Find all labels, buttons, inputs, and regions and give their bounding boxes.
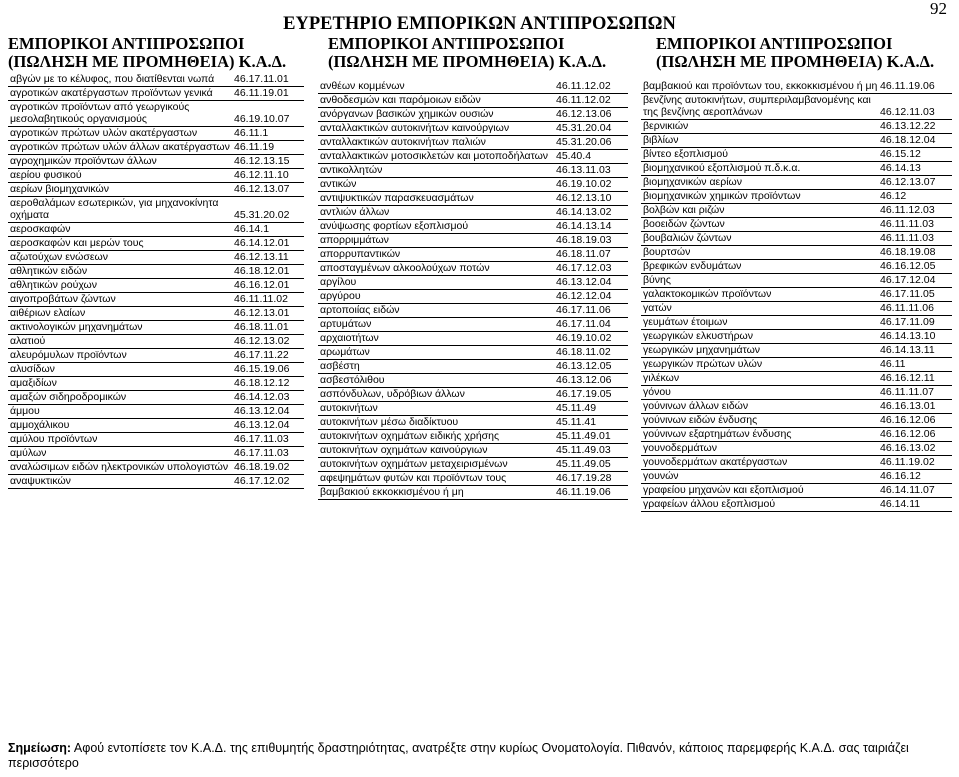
table-row bbox=[8, 197, 304, 223]
activity-term: αθλητικών ρούχων bbox=[8, 279, 232, 293]
activity-term: γεωργικών πρώτων υλών bbox=[641, 358, 878, 372]
table-row bbox=[641, 400, 952, 414]
table-row bbox=[318, 94, 628, 108]
table-row bbox=[8, 183, 304, 197]
kad-code: 46.17.11.09 bbox=[878, 316, 952, 330]
table-row bbox=[641, 288, 952, 302]
activity-term: αργύρου bbox=[318, 290, 554, 304]
kad-code: 46.17.11.06 bbox=[554, 304, 628, 318]
table-row bbox=[8, 223, 304, 237]
activity-term: αμμοχάλικου bbox=[8, 419, 232, 433]
kad-code: 46.13.12.04 bbox=[232, 405, 304, 419]
column-header-line2: (ΠΩΛΗΣΗ ΜΕ ΠΡΟΜΗΘΕΙΑ) Κ.Α.Δ. bbox=[328, 52, 607, 71]
table-row bbox=[8, 237, 304, 251]
kad-code: 46.11.19.01 bbox=[232, 87, 304, 101]
table-row bbox=[318, 458, 628, 472]
kad-code: 45.31.20.04 bbox=[554, 122, 628, 136]
activity-term: γατών bbox=[641, 302, 878, 316]
table-row bbox=[641, 372, 952, 386]
table-row bbox=[318, 122, 628, 136]
table-row bbox=[8, 433, 304, 447]
activity-term: γαλακτοκομικών προϊόντων bbox=[641, 288, 878, 302]
table-row bbox=[318, 262, 628, 276]
table-row bbox=[641, 120, 952, 134]
kad-code: 46.14.12.03 bbox=[232, 391, 304, 405]
activity-term: ανύψωσης φορτίων εξοπλισμού bbox=[318, 220, 554, 234]
activity-term: αλατιού bbox=[8, 335, 232, 349]
table-row bbox=[641, 484, 952, 498]
kad-code: 46.13.12.05 bbox=[554, 360, 628, 374]
activity-term: ασβεστόλιθου bbox=[318, 374, 554, 388]
table-row bbox=[318, 178, 628, 192]
kad-code: 46.12.12.04 bbox=[554, 290, 628, 304]
kad-code: 46.11.12.03 bbox=[878, 204, 952, 218]
activity-term: αλευρόμυλων προϊόντων bbox=[8, 349, 232, 363]
footnote bbox=[8, 741, 938, 771]
table-row bbox=[641, 94, 952, 120]
table-row bbox=[641, 344, 952, 358]
kad-code: 46.12.13.15 bbox=[232, 155, 304, 169]
kad-code: 46.11.12.02 bbox=[554, 80, 628, 94]
activity-term: αυτοκινήτων οχημάτων μεταχειρισμένων bbox=[318, 458, 554, 472]
kad-code: 46.12.13.11 bbox=[232, 251, 304, 265]
kad-code: 46.11 bbox=[878, 358, 952, 372]
kad-code: 46.12.13.06 bbox=[554, 108, 628, 122]
table-row bbox=[318, 206, 628, 220]
table-row bbox=[641, 428, 952, 442]
activity-term: βουβαλιών ζώντων bbox=[641, 232, 878, 246]
table-row bbox=[318, 444, 628, 458]
kad-code: 46.16.12.06 bbox=[878, 414, 952, 428]
kad-code: 46.11.11.07 bbox=[878, 386, 952, 400]
activity-term: βενζίνης αυτοκινήτων, συμπεριλαμβανομένης και της βενζίνης αεροπλάνων bbox=[641, 94, 878, 120]
activity-term: αμαξών σιδηροδρομικών bbox=[8, 391, 232, 405]
table-row bbox=[641, 498, 952, 512]
table-row bbox=[641, 260, 952, 274]
activity-term: αρχαιοτήτων bbox=[318, 332, 554, 346]
table-row bbox=[641, 358, 952, 372]
kad-code: 46.18.19.02 bbox=[232, 461, 304, 475]
table-row bbox=[318, 150, 628, 164]
activity-term: αρωμάτων bbox=[318, 346, 554, 360]
kad-code: 46.12.13.07 bbox=[878, 176, 952, 190]
table-row bbox=[8, 321, 304, 335]
table-row bbox=[8, 265, 304, 279]
kad-code: 46.16.12.05 bbox=[878, 260, 952, 274]
table-row bbox=[318, 220, 628, 234]
activity-term: αμύλων bbox=[8, 447, 232, 461]
kad-code: 46.13.12.22 bbox=[878, 120, 952, 134]
column-header-3 bbox=[656, 35, 934, 71]
activity-term: αναψυκτικών bbox=[8, 475, 232, 489]
activity-term: άμμου bbox=[8, 405, 232, 419]
activity-term: βαμβακιού εκκοκκισμένου ή μη bbox=[318, 486, 554, 500]
activity-term: γουνοδερμάτων ακατέργαστων bbox=[641, 456, 878, 470]
kad-code: 46.19.10.07 bbox=[232, 101, 304, 127]
activity-term: ανθοδεσμών και παρόμοιων ειδών bbox=[318, 94, 554, 108]
activity-term: γραφείου μηχανών και εξοπλισμού bbox=[641, 484, 878, 498]
kad-code: 46.12.13.10 bbox=[554, 192, 628, 206]
activity-term: αιθέριων ελαίων bbox=[8, 307, 232, 321]
table-row bbox=[318, 430, 628, 444]
activity-term: αγροτικών πρώτων υλών ακατέργαστων bbox=[8, 127, 232, 141]
activity-term: αρτυμάτων bbox=[318, 318, 554, 332]
table-row bbox=[318, 248, 628, 262]
kad-code: 46.17.11.01 bbox=[232, 73, 304, 87]
kad-code: 46.16.13.01 bbox=[878, 400, 952, 414]
activity-term: αντικών bbox=[318, 178, 554, 192]
table-row bbox=[8, 349, 304, 363]
table-row bbox=[318, 304, 628, 318]
activity-term: αγροχημικών προϊόντων άλλων bbox=[8, 155, 232, 169]
kad-code: 46.17.11.22 bbox=[232, 349, 304, 363]
entries-table-3 bbox=[641, 80, 952, 512]
activity-term: ακτινολογικών μηχανημάτων bbox=[8, 321, 232, 335]
kad-code: 45.11.49.03 bbox=[554, 444, 628, 458]
activity-term: αεροσκαφών και μερών τους bbox=[8, 237, 232, 251]
activity-term: αποσταγμένων αλκοολούχων ποτών bbox=[318, 262, 554, 276]
activity-term: αβγών με το κέλυφος, που διατίθενται νωπά bbox=[8, 73, 232, 87]
column-header-line1: ΕΜΠΟΡΙΚΟΙ ΑΝΤΙΠΡΟΣΩΠΟΙ bbox=[656, 34, 893, 53]
entries-table-2 bbox=[318, 80, 628, 500]
kad-code: 46.16.12.06 bbox=[878, 428, 952, 442]
kad-code: 45.11.41 bbox=[554, 416, 628, 430]
table-row bbox=[318, 290, 628, 304]
table-row bbox=[8, 279, 304, 293]
activity-term: αθλητικών ειδών bbox=[8, 265, 232, 279]
table-row bbox=[318, 388, 628, 402]
activity-term: αεροθαλάμων εσωτερικών, για μηχανοκίνητα οχήματα bbox=[8, 197, 232, 223]
kad-code: 46.14.11.07 bbox=[878, 484, 952, 498]
table-row bbox=[8, 419, 304, 433]
table-row bbox=[8, 363, 304, 377]
table-row bbox=[8, 335, 304, 349]
kad-code: 46.14.11 bbox=[878, 498, 952, 512]
kad-code: 46.18.12.04 bbox=[878, 134, 952, 148]
table-row bbox=[318, 472, 628, 486]
activity-term: γούνινων άλλων ειδών bbox=[641, 400, 878, 414]
table-row bbox=[318, 416, 628, 430]
table-row bbox=[8, 377, 304, 391]
table-row bbox=[641, 330, 952, 344]
activity-term: αργίλου bbox=[318, 276, 554, 290]
kad-code: 46.12.13.07 bbox=[232, 183, 304, 197]
table-row bbox=[318, 318, 628, 332]
activity-term: γούνινων εξαρτημάτων ένδυσης bbox=[641, 428, 878, 442]
kad-code: 46.17.19.28 bbox=[554, 472, 628, 486]
kad-code: 46.13.12.06 bbox=[554, 374, 628, 388]
kad-code: 46.17.12.02 bbox=[232, 475, 304, 489]
kad-code: 46.14.13.11 bbox=[878, 344, 952, 358]
kad-code: 46.18.12.01 bbox=[232, 265, 304, 279]
activity-term: αντιψυκτικών παρασκευασμάτων bbox=[318, 192, 554, 206]
table-row bbox=[318, 234, 628, 248]
kad-code: 45.40.4 bbox=[554, 150, 628, 164]
table-row bbox=[318, 360, 628, 374]
table-row bbox=[8, 141, 304, 155]
kad-code: 46.17.11.03 bbox=[232, 447, 304, 461]
page-number: 92 bbox=[930, 0, 947, 18]
footnote-label: Σημείωση: bbox=[8, 741, 72, 755]
table-row bbox=[641, 442, 952, 456]
activity-term: αεροσκαφών bbox=[8, 223, 232, 237]
table-row bbox=[641, 232, 952, 246]
table-row bbox=[8, 169, 304, 183]
table-row bbox=[8, 251, 304, 265]
table-row bbox=[318, 276, 628, 290]
table-row bbox=[641, 302, 952, 316]
activity-term: αερίου φυσικού bbox=[8, 169, 232, 183]
activity-term: ανταλλακτικών μοτοσικλετών και μοτοποδήλατων bbox=[318, 150, 554, 164]
table-row bbox=[641, 204, 952, 218]
table-row bbox=[641, 470, 952, 484]
kad-code: 46.16.13.02 bbox=[878, 442, 952, 456]
table-row bbox=[8, 155, 304, 169]
table-row bbox=[641, 80, 952, 94]
activity-term: αμύλου προϊόντων bbox=[8, 433, 232, 447]
kad-code: 46.17.19.05 bbox=[554, 388, 628, 402]
kad-code: 46.12.11.10 bbox=[232, 169, 304, 183]
kad-code: 46.11.1 bbox=[232, 127, 304, 141]
table-row bbox=[8, 461, 304, 475]
kad-code: 46.19.10.02 bbox=[554, 332, 628, 346]
activity-term: βερνικιών bbox=[641, 120, 878, 134]
table-row bbox=[8, 73, 304, 87]
table-row bbox=[8, 405, 304, 419]
kad-code: 46.18.12.12 bbox=[232, 377, 304, 391]
activity-term: αυτοκινήτων μέσω διαδίκτυου bbox=[318, 416, 554, 430]
activity-term: αυτοκινήτων οχημάτων καινούργιων bbox=[318, 444, 554, 458]
activity-term: ανταλλακτικών αυτοκινήτων παλιών bbox=[318, 136, 554, 150]
kad-code: 46.14.13.10 bbox=[878, 330, 952, 344]
activity-term: ασβέστη bbox=[318, 360, 554, 374]
table-row bbox=[318, 192, 628, 206]
page-title: ΕΥΡΕΤΗΡΙΟ ΕΜΠΟΡΙΚΩΝ ΑΝΤΙΠΡΟΣΩΠΩΝ bbox=[283, 14, 676, 34]
table-row bbox=[318, 374, 628, 388]
kad-code: 46.13.11.03 bbox=[554, 164, 628, 178]
kad-code: 46.15.12 bbox=[878, 148, 952, 162]
activity-term: αγροτικών πρώτων υλών άλλων ακατέργαστων bbox=[8, 141, 232, 155]
activity-term: αντλιών άλλων bbox=[318, 206, 554, 220]
activity-term: βιομηχανικού εξοπλισμού π.δ.κ.α. bbox=[641, 162, 878, 176]
activity-term: αυτοκινήτων bbox=[318, 402, 554, 416]
table-row bbox=[318, 136, 628, 150]
column-header-line2: (ΠΩΛΗΣΗ ΜΕ ΠΡΟΜΗΘΕΙΑ) Κ.Α.Δ. bbox=[656, 52, 935, 71]
table-row bbox=[8, 391, 304, 405]
kad-code: 46.11.19.02 bbox=[878, 456, 952, 470]
activity-term: βρεφικών ενδυμάτων bbox=[641, 260, 878, 274]
kad-code: 46.11.11.06 bbox=[878, 302, 952, 316]
activity-term: γιλέκων bbox=[641, 372, 878, 386]
kad-code: 46.13.12.04 bbox=[232, 419, 304, 433]
activity-term: αλυσίδων bbox=[8, 363, 232, 377]
kad-code: 46.17.11.03 bbox=[232, 433, 304, 447]
activity-term: αερίων βιομηχανικών bbox=[8, 183, 232, 197]
table-row bbox=[8, 447, 304, 461]
table-row bbox=[8, 101, 304, 127]
activity-term: ανθέων κομμένων bbox=[318, 80, 554, 94]
activity-term: αντικολλητών bbox=[318, 164, 554, 178]
kad-code: 46.11.12.02 bbox=[554, 94, 628, 108]
kad-code: 46.16.12.01 bbox=[232, 279, 304, 293]
activity-term: γεωργικών μηχανημάτων bbox=[641, 344, 878, 358]
table-row bbox=[8, 307, 304, 321]
activity-term: βιομηχανικών χημικών προϊόντων bbox=[641, 190, 878, 204]
kad-code: 45.31.20.02 bbox=[232, 197, 304, 223]
table-row bbox=[641, 456, 952, 470]
kad-code: 46.13.12.04 bbox=[554, 276, 628, 290]
kad-code: 46.11.19.06 bbox=[554, 486, 628, 500]
table-row bbox=[641, 316, 952, 330]
kad-code: 46.19.10.02 bbox=[554, 178, 628, 192]
table-row bbox=[641, 176, 952, 190]
activity-term: ανόργανων βασικών χημικών ουσιών bbox=[318, 108, 554, 122]
kad-code: 46.14.12.01 bbox=[232, 237, 304, 251]
kad-code: 46.18.19.03 bbox=[554, 234, 628, 248]
activity-term: γευμάτων έτοιμων bbox=[641, 316, 878, 330]
kad-code: 46.12 bbox=[878, 190, 952, 204]
kad-code: 45.11.49 bbox=[554, 402, 628, 416]
activity-term: αγροτικών προϊόντων από γεωργικούς μεσολαβητικούς οργανισμούς bbox=[8, 101, 232, 127]
activity-term: βύνης bbox=[641, 274, 878, 288]
table-row bbox=[641, 246, 952, 260]
kad-code: 46.14.13.14 bbox=[554, 220, 628, 234]
activity-term: ανταλλακτικών αυτοκινήτων καινούργιων bbox=[318, 122, 554, 136]
kad-code: 46.17.12.03 bbox=[554, 262, 628, 276]
kad-code: 46.12.11.03 bbox=[878, 94, 952, 120]
column-header-2 bbox=[328, 35, 606, 71]
table-row bbox=[318, 164, 628, 178]
column-header-1 bbox=[8, 35, 286, 71]
activity-term: γούνινων ειδών ένδυσης bbox=[641, 414, 878, 428]
table-row bbox=[8, 293, 304, 307]
kad-code: 46.11.11.03 bbox=[878, 218, 952, 232]
kad-code: 46.11.19 bbox=[232, 141, 304, 155]
footnote-text: Αφού εντοπίσετε τον Κ.Α.Δ. της επιθυμητής δραστηριότητας, ανατρέξτε στην κυρίως Ονοματολογία. Πιθανόν, κάποιος παρεμφερής Κ.Α.Δ. σας ταιριάζει περισσότερο bbox=[8, 741, 909, 770]
activity-term: γόνου bbox=[641, 386, 878, 400]
table-row bbox=[641, 190, 952, 204]
kad-code: 46.11.11.02 bbox=[232, 293, 304, 307]
kad-code: 46.14.13.02 bbox=[554, 206, 628, 220]
kad-code: 46.15.19.06 bbox=[232, 363, 304, 377]
table-row bbox=[318, 486, 628, 500]
activity-term: γουνών bbox=[641, 470, 878, 484]
activity-term: βολβών και ριζών bbox=[641, 204, 878, 218]
activity-term: αρτοποιίας ειδών bbox=[318, 304, 554, 318]
kad-code: 46.11.19.06 bbox=[878, 80, 952, 94]
kad-code: 46.17.11.05 bbox=[878, 288, 952, 302]
table-row bbox=[8, 87, 304, 101]
table-row bbox=[8, 127, 304, 141]
kad-code: 45.11.49.05 bbox=[554, 458, 628, 472]
table-row bbox=[641, 162, 952, 176]
table-row bbox=[318, 346, 628, 360]
kad-code: 46.11.11.03 bbox=[878, 232, 952, 246]
activity-term: αμαξιδίων bbox=[8, 377, 232, 391]
table-row bbox=[641, 274, 952, 288]
table-row bbox=[641, 218, 952, 232]
kad-code: 46.18.11.07 bbox=[554, 248, 628, 262]
kad-code: 46.16.12.11 bbox=[878, 372, 952, 386]
kad-code: 46.16.12 bbox=[878, 470, 952, 484]
activity-term: γραφείων άλλου εξοπλισμού bbox=[641, 498, 878, 512]
table-row bbox=[318, 332, 628, 346]
kad-code: 46.14.1 bbox=[232, 223, 304, 237]
activity-term: βοοειδών ζώντων bbox=[641, 218, 878, 232]
table-row bbox=[318, 80, 628, 94]
column-header-line1: ΕΜΠΟΡΙΚΟΙ ΑΝΤΙΠΡΟΣΩΠΟΙ bbox=[328, 34, 565, 53]
table-row bbox=[318, 402, 628, 416]
kad-code: 46.14.13 bbox=[878, 162, 952, 176]
table-row bbox=[8, 475, 304, 489]
column-header-line2: (ΠΩΛΗΣΗ ΜΕ ΠΡΟΜΗΘΕΙΑ) Κ.Α.Δ. bbox=[8, 52, 287, 71]
activity-term: απορριμμάτων bbox=[318, 234, 554, 248]
kad-code: 46.18.11.01 bbox=[232, 321, 304, 335]
activity-term: γουνοδερμάτων bbox=[641, 442, 878, 456]
kad-code: 45.11.49.01 bbox=[554, 430, 628, 444]
activity-term: αφεψημάτων φυτών και προϊόντων τους bbox=[318, 472, 554, 486]
column-header-line1: ΕΜΠΟΡΙΚΟΙ ΑΝΤΙΠΡΟΣΩΠΟΙ bbox=[8, 34, 245, 53]
kad-code: 46.18.19.08 bbox=[878, 246, 952, 260]
activity-term: ασπόνδυλων, υδρόβιων άλλων bbox=[318, 388, 554, 402]
table-row bbox=[318, 108, 628, 122]
activity-term: αυτοκινήτων οχημάτων ειδικής χρήσης bbox=[318, 430, 554, 444]
activity-term: βιομηχανικών αερίων bbox=[641, 176, 878, 190]
activity-term: γεωργικών ελκυστήρων bbox=[641, 330, 878, 344]
activity-term: αιγοπροβάτων ζώντων bbox=[8, 293, 232, 307]
kad-code: 46.17.11.04 bbox=[554, 318, 628, 332]
table-row bbox=[641, 386, 952, 400]
table-row bbox=[641, 134, 952, 148]
activity-term: αζωτούχων ενώσεων bbox=[8, 251, 232, 265]
table-row bbox=[641, 148, 952, 162]
table-row bbox=[641, 414, 952, 428]
kad-code: 46.12.13.01 bbox=[232, 307, 304, 321]
activity-term: βίντεο εξοπλισμού bbox=[641, 148, 878, 162]
kad-code: 46.12.13.02 bbox=[232, 335, 304, 349]
activity-term: αναλώσιμων ειδών ηλεκτρονικών υπολογιστών bbox=[8, 461, 232, 475]
activity-term: βιβλίων bbox=[641, 134, 878, 148]
kad-code: 46.17.12.04 bbox=[878, 274, 952, 288]
activity-term: βαμβακιού και προϊόντων του, εκκοκκισμένου ή μη bbox=[643, 80, 878, 92]
activity-term: βουρτσών bbox=[641, 246, 878, 260]
kad-code: 45.31.20.06 bbox=[554, 136, 628, 150]
activity-term: αγροτικών ακατέργαστων προϊόντων γενικά bbox=[8, 87, 232, 101]
entries-table-1 bbox=[8, 73, 304, 489]
activity-term: απορρυπαντικών bbox=[318, 248, 554, 262]
kad-code: 46.18.11.02 bbox=[554, 346, 628, 360]
